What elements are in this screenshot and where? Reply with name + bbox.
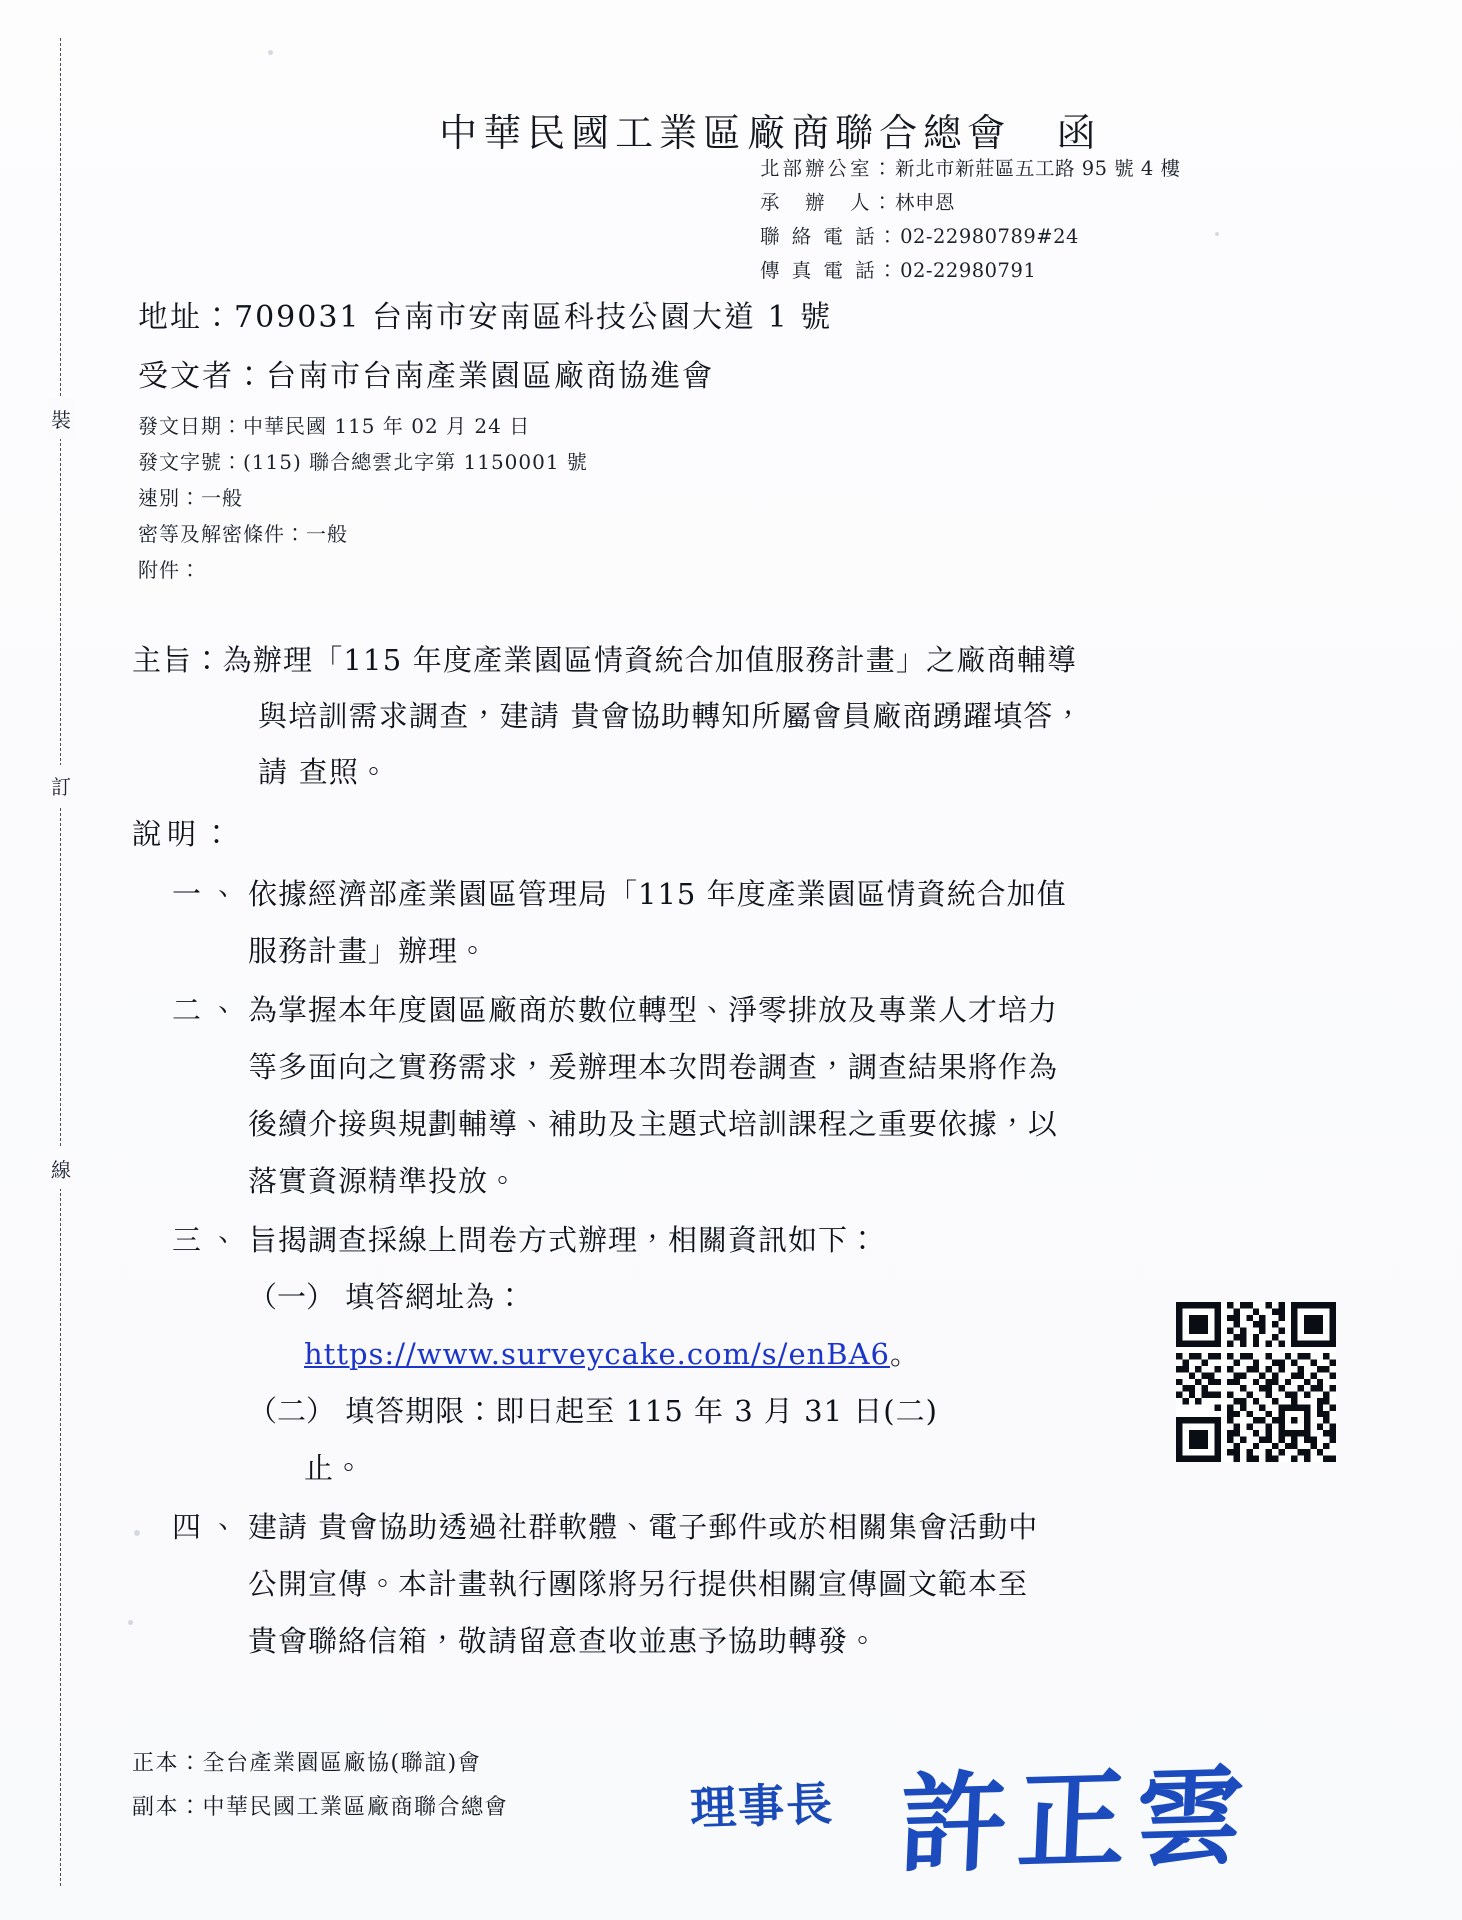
binding-mark-ding: 訂: [47, 765, 75, 806]
binding-mark-zhuang: 裝: [47, 398, 75, 439]
item-4-line-1: 建請 貴會協助透過社群軟體、電子郵件或於相關集會活動中: [248, 1510, 1039, 1544]
item-number-4: 四、: [172, 1510, 247, 1544]
meta-row-number: 發文字號：(115) 聯合總雲北字第 1150001 號: [138, 450, 588, 474]
subject-block: [132, 632, 1342, 800]
subitem-2-continuation: 止。: [304, 1451, 365, 1485]
meta-row-attachment: 附件：: [138, 558, 201, 582]
explanation-items: [132, 866, 1362, 1672]
list-item: [132, 866, 1362, 980]
meta-row-date: 發文日期：中華民國 115 年 02 月 24 日: [138, 414, 531, 438]
contact-row-fax: [760, 254, 1320, 288]
subitem-1-url-suffix: 。: [890, 1337, 921, 1371]
list-item: [132, 1499, 1362, 1670]
distribution-copy: 副本：中華民國工業區廠商聯合總會: [132, 1795, 509, 1820]
item-number-1: 一、: [172, 877, 247, 911]
item-text-4: [248, 1499, 1362, 1670]
document-title-text: 中華民國工業區廠商聯合總會: [439, 111, 1012, 155]
subject-line-2: 與培訓需求調查，建請 貴會協助轉知所屬會員廠商踴躍填答，: [258, 699, 1084, 733]
item-2-line-3: 後續介接與規劃輔導、補助及主題式培訓課程之重要依據，以: [248, 1107, 1059, 1141]
meta-row-speed: 速別：一般: [138, 486, 243, 510]
contact-label-phone: 聯 絡 電 話：: [760, 225, 901, 248]
subitem-2-marker: （二）: [248, 1394, 336, 1428]
contact-row-person: [760, 186, 1320, 220]
contact-value-person: 林申恩: [895, 191, 956, 214]
item-text-2: [248, 982, 1362, 1210]
contact-value-office: 新北市新莊區五工路 95 號 4 樓: [895, 157, 1181, 180]
address-line: 地址：709031 台南市安南區科技公園大道 1 號: [138, 300, 833, 335]
scan-speck: [268, 50, 273, 55]
survey-url-link[interactable]: https://www.surveycake.com/s/enBA6: [304, 1337, 890, 1371]
qr-code-container[interactable]: [1176, 1302, 1336, 1462]
scan-speck: [1215, 232, 1219, 236]
recipient-line: 受文者：台南市台南產業園區廠商協進會: [138, 359, 714, 394]
contact-label-fax: 傳 真 電 話：: [760, 259, 901, 282]
item-2-line-1: 為掌握本年度園區廠商於數位轉型、淨零排放及專業人才培力: [248, 993, 1059, 1027]
contact-row-office: [760, 152, 1320, 186]
distribution-block: [132, 1742, 508, 1830]
scan-speck: [134, 1530, 140, 1536]
binding-guide-line: [60, 38, 61, 1886]
signature-title: 理事長: [689, 1776, 836, 1836]
item-2-line-4: 落實資源精準投放。: [248, 1164, 519, 1198]
list-item: [132, 982, 1362, 1210]
contact-value-fax: 02-22980791: [900, 259, 1037, 282]
item-4-line-3: 貴會聯絡信箱，敬請留意查收並惠予協助轉發。: [248, 1624, 879, 1658]
item-2-line-2: 等多面向之實務需求，爰辦理本次問卷調查，調查結果將作為: [248, 1050, 1059, 1084]
contact-label-office: 北部辦公室：: [760, 157, 896, 180]
item-3-line-1: 旨揭調查採線上問卷方式辦理，相關資訊如下：: [248, 1223, 879, 1257]
subject-label: 主旨：: [132, 643, 223, 677]
qr-code[interactable]: [1176, 1302, 1336, 1462]
contact-row-phone: [760, 220, 1320, 254]
item-text-1: [248, 866, 1362, 980]
signature-name: 許正雲: [896, 1753, 1257, 1889]
contact-block: [760, 152, 1320, 288]
item-4-line-2: 公開宣傳。本計畫執行團隊將另行提供相關宣傳圖文範本至: [248, 1567, 1029, 1601]
item-number-3: 三、: [172, 1223, 247, 1257]
distribution-original: 正本：全台產業園區廠協(聯誼)會: [132, 1751, 482, 1776]
contact-label-person: 承 辦 人：: [760, 191, 896, 214]
subitem-1-text: 填答網址為：: [345, 1280, 526, 1314]
item-1-line-1: 依據經濟部產業園區管理局「115 年度產業園區情資統合加值: [248, 877, 1067, 911]
binding-mark-xian: 線: [47, 1148, 75, 1189]
subitem-2-text: 填答期限：即日起至 115 年 3 月 31 日(二): [345, 1394, 938, 1428]
item-1-line-2: 服務計畫」辦理。: [248, 934, 489, 968]
meta-block: [138, 408, 588, 588]
scan-speck: [128, 1620, 133, 1625]
subject-line-1: 為辦理「115 年度產業園區情資統合加值服務計畫」之廠商輔導: [222, 643, 1078, 677]
subject-line-3: 請 查照。: [258, 755, 390, 789]
document-title-suffix: 函: [1057, 111, 1096, 155]
meta-row-classification: 密等及解密條件：一般: [138, 522, 348, 546]
subitem-1-marker: （一）: [248, 1280, 336, 1314]
explanation-label: 說明：: [132, 817, 238, 851]
signature-block: [690, 1742, 1360, 1892]
contact-value-phone: 02-22980789#24: [900, 225, 1079, 248]
item-number-2: 二、: [172, 993, 247, 1027]
